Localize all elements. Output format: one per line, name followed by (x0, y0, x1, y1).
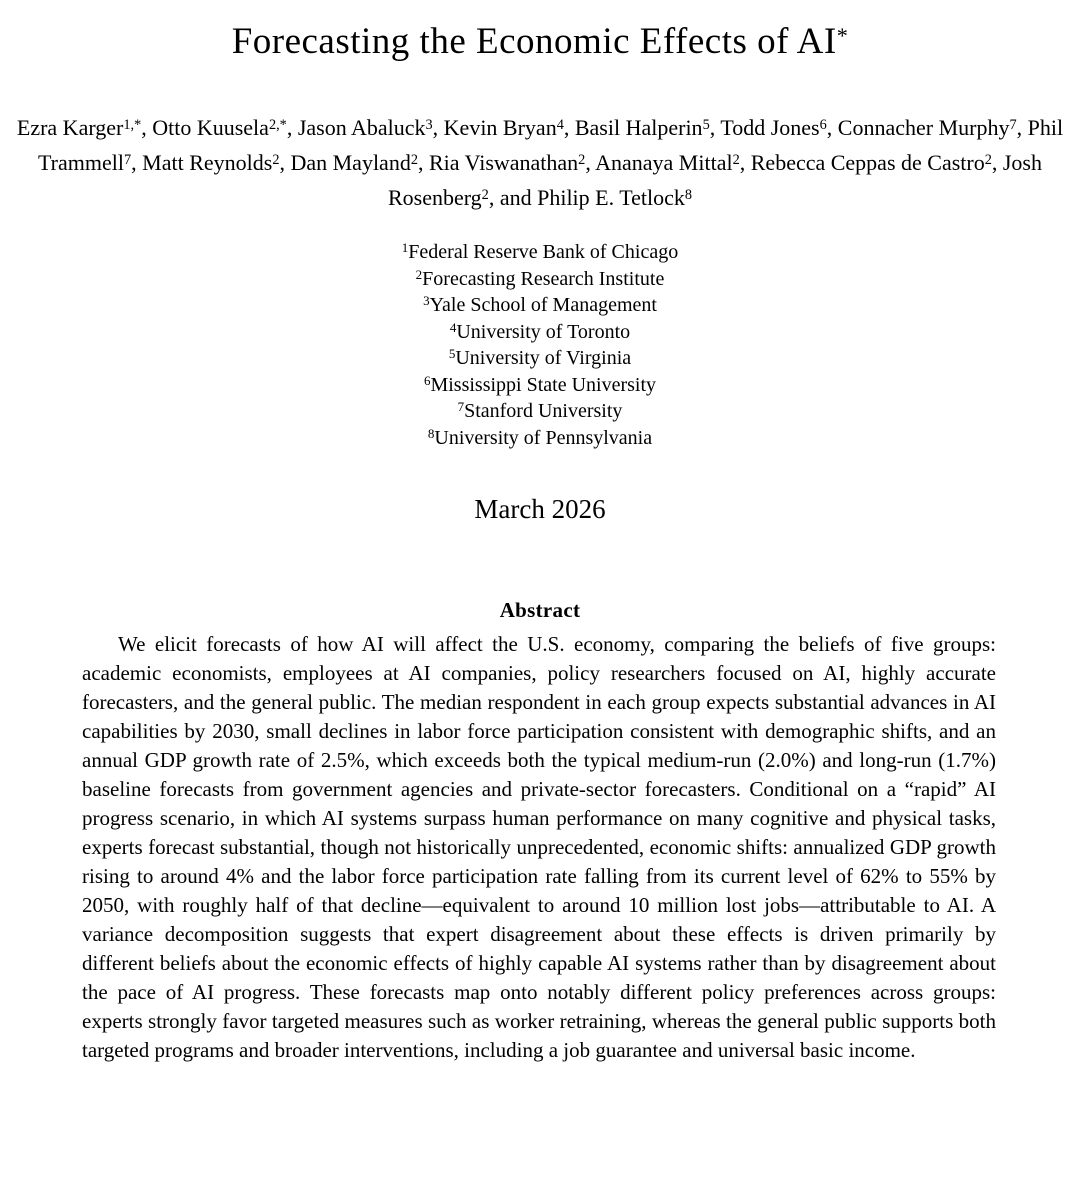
affiliation: $^1$Federal Reserve Bank of Chicago (401, 240, 679, 263)
affiliation-number: 8 (427, 425, 435, 441)
affiliation: $^3$Yale School of Management (423, 293, 657, 316)
author-affiliation-mark: 5 (702, 116, 710, 133)
author-affiliation-mark: 2 (410, 151, 418, 168)
author: Connacher Murphy$^7$, (837, 115, 1028, 140)
author-affiliation-mark: 2 (272, 151, 280, 168)
affiliation: $^4$University of Toronto (449, 319, 631, 343)
affiliation-number: 6 (423, 372, 431, 388)
abstract-section (0, 597, 1080, 1065)
affiliation-number: 5 (448, 346, 456, 362)
author-affiliation-mark: 1,* (123, 116, 142, 133)
author: Todd Jones$^6$, (720, 115, 838, 140)
author-affiliation-mark: 2 (481, 186, 489, 203)
author-list (14, 110, 1066, 215)
author-affiliation-mark: 3 (425, 116, 433, 133)
author: Ezra Karger$^{1,*}$, (16, 115, 153, 140)
author: Jason Abaluck$^3$, (297, 115, 444, 140)
author-affiliation-mark: 8 (684, 186, 693, 203)
author-affiliation-mark: 7 (1009, 116, 1017, 133)
author-affiliation-mark: 2 (732, 151, 740, 168)
author-affiliation-mark: 7 (123, 151, 132, 168)
affiliation-number: 4 (449, 319, 457, 335)
affiliation: $^8$University of Pennsylvania (427, 425, 653, 449)
affiliation-number: 2 (415, 266, 423, 282)
affiliation: $^5$University of Virginia (448, 346, 632, 369)
author-affiliation-mark: 6 (819, 116, 827, 133)
affiliation-number: 1 (401, 240, 409, 256)
paper-title (0, 20, 1080, 64)
author: Ananaya Mittal$^2$, (595, 150, 751, 175)
paper-title-text: Forecasting the Economic Effects of AI (231, 21, 837, 62)
affiliation-list (0, 239, 1080, 451)
affiliation: $^6$Mississippi State University (423, 372, 657, 396)
author-affiliation-mark: 2,* (268, 116, 287, 133)
affiliation-number: 7 (457, 399, 465, 415)
abstract-text: We elicit forecasts of how AI will affect the U.S. economy, comparing the beliefs of five groups: academic economists, employees at AI companies, policy researchers focused on AI, highly accurate forecasters, and the general public. The median respondent in each group expects substantial advances in AI capabilities by 2030, small declines in labor force participation consistent with demographic shifts, and an annual GDP growth rate of 2.5%, which exceeds both the typical medium-run (2.0%) and long-run (1.7%) baseline forecasts from government agencies and private-sector forecasters. Conditional on a “rapid” AI progress scenario, in which AI systems surpass human performance on many cognitive and physical tasks, experts forecast substantial, though not historically unprecedented, economic shifts: annualized GDP growth rising to around 4% and the labor force participation rate falling from its current level of 62% to 55% by 2050, with roughly half of that decline—equivalent to around 10 million lost jobs—attributable to AI. A variance decomposition suggests that expert disagreement about these effects is driven primarily by different beliefs about the economic effects of highly capable AI systems rather than by disagreement about the pace of AI progress. These forecasts map onto notably different policy preferences across groups: experts strongly favor targeted measures such as worker retraining, whereas the general public supports both targeted programs and broader interventions, including a job guarantee and universal basic income. (82, 632, 996, 1062)
author: Matt Reynolds$^2$, (142, 150, 291, 175)
author: Otto Kuusela$^{2,*}$, (152, 115, 298, 140)
author-affiliation-mark: 4 (556, 116, 564, 133)
affiliation-number: 3 (423, 293, 430, 309)
title-footnote-asterisk: * (836, 23, 849, 49)
author: Dan Mayland$^2$, (290, 150, 429, 175)
author-affiliation-mark: 2 (984, 151, 992, 168)
affiliation: $^2$Forecasting Research Institute (415, 266, 665, 290)
author: Basil Halperin$^5$, (574, 115, 721, 140)
paper-date: March 2026 (474, 494, 606, 524)
abstract-heading: Abstract (499, 598, 581, 622)
affiliation: $^7$Stanford University (457, 399, 623, 422)
author: Ria Viswanathan$^2$, (428, 150, 596, 175)
author-affiliation-mark: 2 (578, 151, 586, 168)
author: Kevin Bryan$^4$, (443, 115, 575, 140)
author: Josh Rosenberg$^2$, (387, 150, 1042, 210)
author: Rebecca Ceppas de Castro$^2$, (750, 150, 1003, 175)
author: Phil Trammell$^7$, (38, 115, 1064, 175)
author: and Philip E. Tetlock$^8$ (499, 185, 693, 210)
